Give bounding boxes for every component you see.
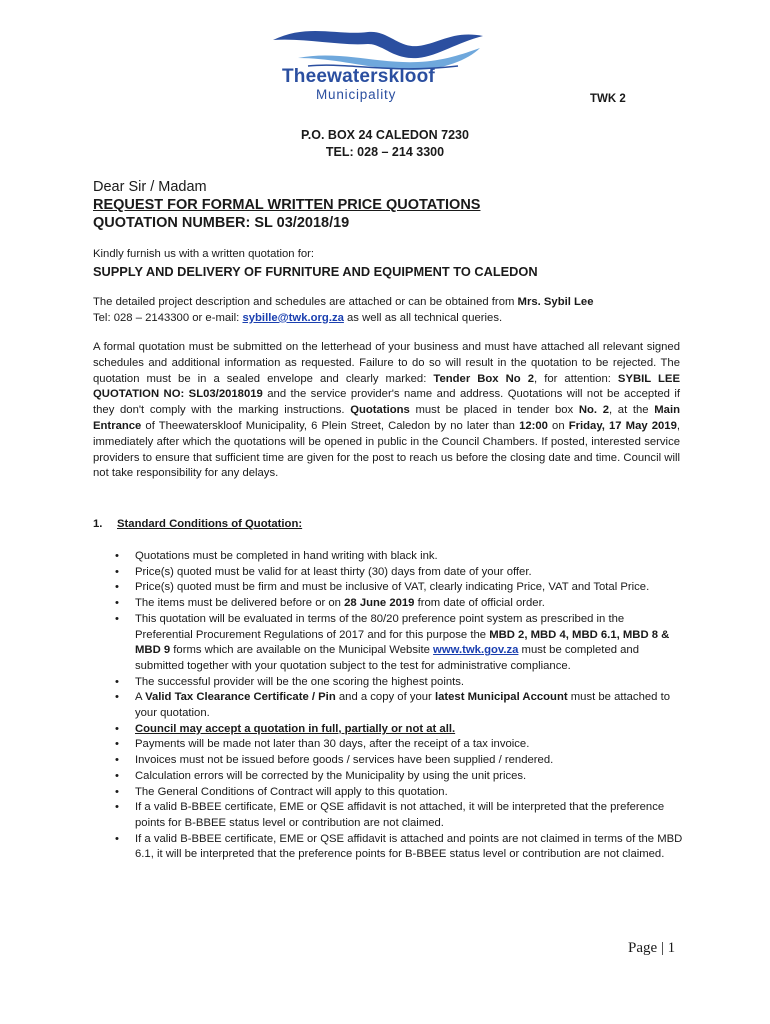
address: P.O. BOX 24 CALEDON 7230 bbox=[301, 128, 469, 142]
contact-email-link[interactable]: sybille@twk.org.za bbox=[242, 311, 344, 324]
contact-name: Mrs. Sybil Lee bbox=[517, 296, 594, 308]
page-number: Page | 1 bbox=[628, 940, 676, 956]
supply-title: SUPPLY AND DELIVERY OF FURNITURE AND EQUIPMENT TO CALEDON bbox=[93, 264, 538, 279]
website-link[interactable]: www.twk.gov.za bbox=[433, 644, 519, 657]
list-item: • Payments will be made not later than 30 days, after the receipt of a tax invoice. bbox=[93, 737, 683, 753]
list-item: • Price(s) quoted must be valid for at least thirty (30) days from date of your offer. bbox=[93, 565, 683, 581]
list-item: • If a valid B-BBEE certificate, EME or QSE affidavit is attached and points are not claimed in terms of the MBD 6.1, it will be interpreted that the preference points for B-BBEE status level or contribution are not claimed. bbox=[93, 832, 683, 863]
section-number: 1. bbox=[93, 518, 103, 530]
salutation: Dear Sir / Madam bbox=[93, 179, 207, 195]
list-item: • The items must be delivered before or on 28 June 2019 from date of official order. bbox=[93, 596, 683, 612]
list-item: • The successful provider will be the one scoring the highest points. bbox=[93, 675, 683, 691]
quotation-number: QUOTATION NUMBER: SL 03/2018/19 bbox=[93, 215, 350, 231]
document-title: REQUEST FOR FORMAL WRITTEN PRICE QUOTATIONS bbox=[93, 197, 481, 213]
conditions-list bbox=[93, 549, 683, 863]
intro-text: Kindly furnish us with a written quotation for: bbox=[93, 248, 315, 260]
contact-paragraph: The detailed project description and schedules are attached or can be obtained from Mrs. Sybil Lee Tel: 028 – 2143300 or e-mail: sybille@twk.org.za as well as all technical queries. bbox=[93, 296, 594, 324]
list-item: • The General Conditions of Contract will apply to this quotation. bbox=[93, 785, 683, 801]
list-item: • This quotation will be evaluated in terms of the 80/20 preference point system as prescribed in the Preferential Procurement Regulations of 2017 and for this purpose the MBD 2, MBD 4, MBD 6.1, MBD 8 & MBD 9 forms which are available on the Municipal Website www.twk.gov.za must be completed and submitted together with your quotation subject to the test for administrative compliance. bbox=[93, 612, 683, 675]
telephone: TEL: 028 – 214 3300 bbox=[325, 145, 445, 159]
list-item: • Price(s) quoted must be firm and must be inclusive of VAT, clearly indicating Price, VAT and Total Price. bbox=[93, 580, 683, 596]
logo-name: Theewaterskloof bbox=[282, 66, 435, 87]
section-heading bbox=[93, 518, 302, 530]
list-item: • Quotations must be completed in hand writing with black ink. bbox=[93, 549, 683, 565]
list-item: • A Valid Tax Clearance Certificate / Pin and a copy of your latest Municipal Account must be attached to your quotation. bbox=[93, 690, 683, 721]
section-title: Standard Conditions of Quotation: bbox=[117, 518, 303, 530]
list-item: • Council may accept a quotation in full, partially or not at all. bbox=[93, 722, 683, 738]
submission-paragraph: A formal quotation must be submitted on the letterhead of your business and must have attached all relevant signed schedules and additional information as requested. Failure to do so will result in the quotation to be rejected. The quotation must be in a sealed envelope and clearly marked: Tender Box No 2, for attention: SYBIL LEE QUOTATION NO: SL03/2018019 and the service provider's name and address. Quotations will not be accepted if they don't comply with the marking instructions. Quotations must be placed in tender box No. 2, at the Main Entrance of Theewaterskloof Municipality, 6 Plein Street, Caledon by no later than 12:00 on Friday, 17 May 2019, immediately after which the quotations will be opened in public in the Council Chambers. If posted, interested service providers to ensure that sufficient time are given for the post to reach us before the closing date and time. Council will not take responsibility for any delays. bbox=[93, 341, 681, 480]
logo-mountain-swoosh bbox=[273, 31, 483, 58]
list-item: • If a valid B-BBEE certificate, EME or QSE affidavit is not attached, it will be interpreted that the preference points for B-BBEE status level or contribution are not claimed. bbox=[93, 800, 683, 831]
document-code: TWK 2 bbox=[590, 93, 626, 105]
list-item: • Calculation errors will be corrected by the Municipality by using the unit prices. bbox=[93, 769, 683, 785]
list-item: • Invoices must not be issued before goods / services have been supplied / rendered. bbox=[93, 753, 683, 769]
logo-subtitle: Municipality bbox=[316, 87, 397, 102]
